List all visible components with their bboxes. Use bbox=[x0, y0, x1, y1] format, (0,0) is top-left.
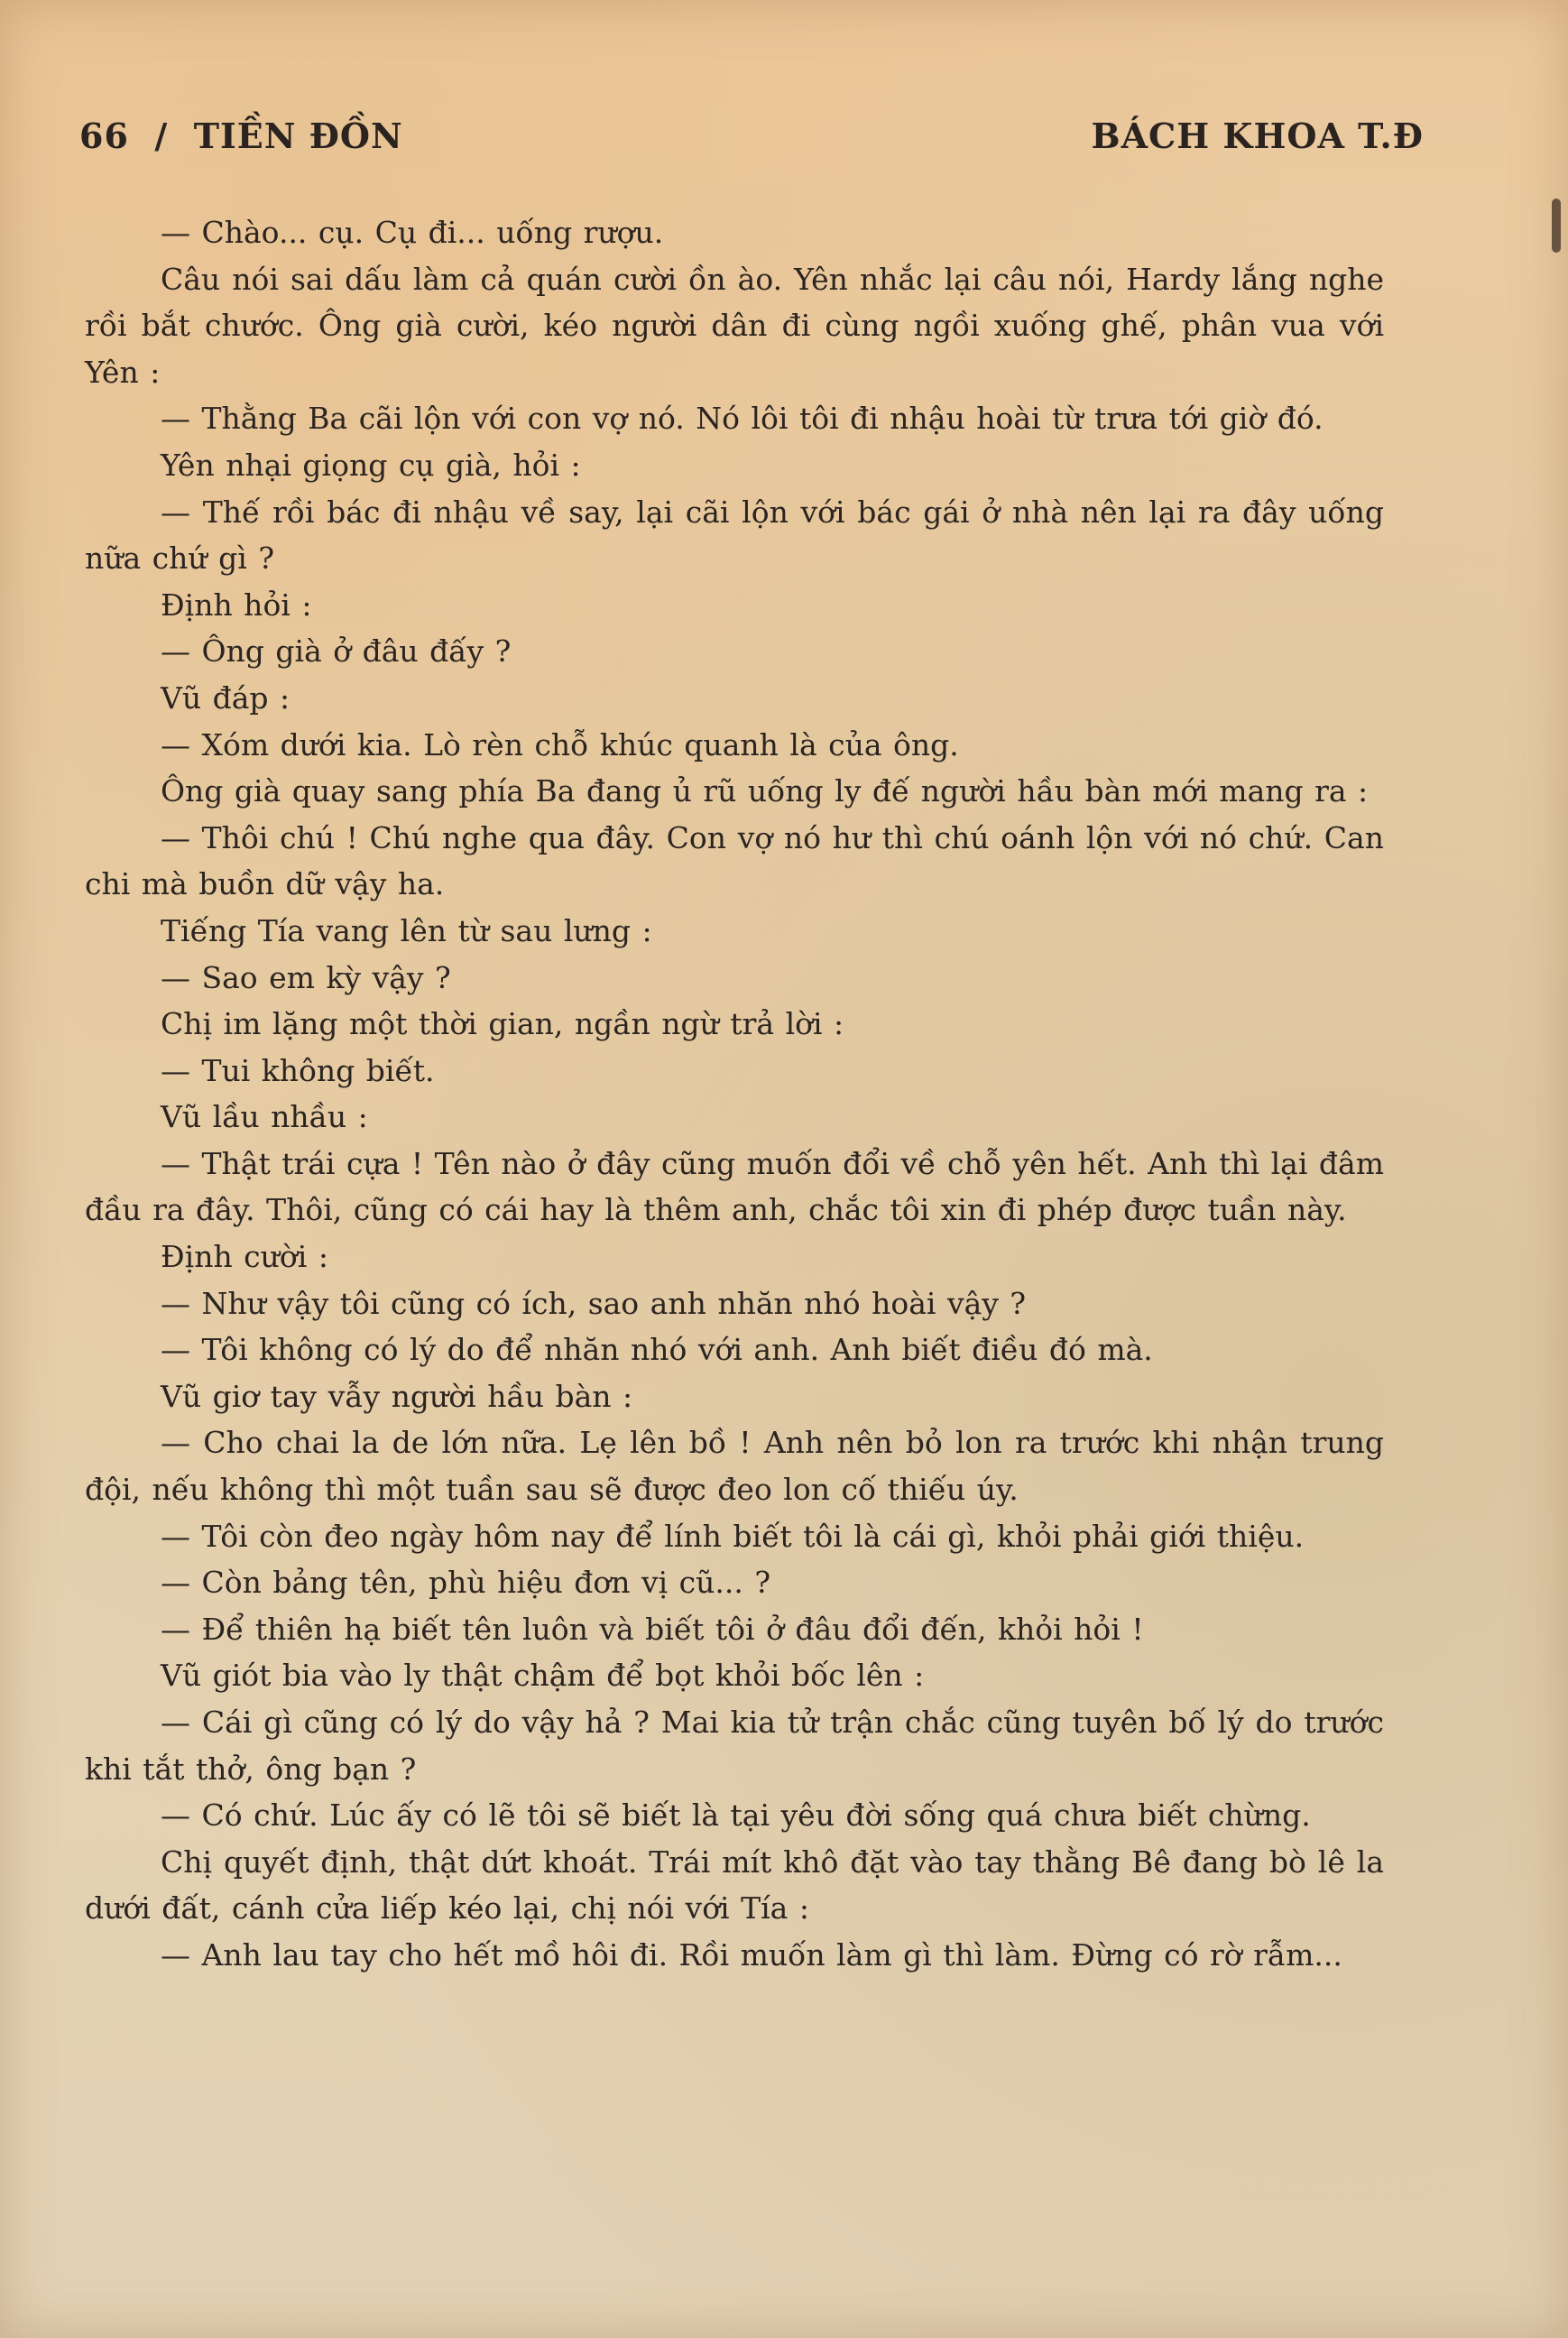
paragraph: — Anh lau tay cho hết mồ hôi đi. Rồi muốn làm gì thì làm. Đừng có rờ rẫm... bbox=[161, 1936, 1342, 1973]
paragraph: — Ông già ở đâu đấy ? bbox=[161, 633, 512, 670]
text-body bbox=[85, 209, 1384, 1979]
paragraph: — Thằng Ba cãi lộn với con vợ nó. Nó lôi tôi đi nhậu hoài từ trưa tới giờ đó. bbox=[161, 401, 1324, 437]
paragraph: — Cho chai la de lớn nữa. Lẹ lên bồ ! Anh nên bỏ lon ra trước khi nhận trung đội, nếu không thì một tuần sau sẽ được đeo lon cố thiếu úy. bbox=[85, 1425, 1384, 1508]
paragraph: — Để thiên hạ biết tên luôn và biết tôi ở đâu đổi đến, khỏi hỏi ! bbox=[161, 1611, 1144, 1647]
paragraph: — Thế rồi bác đi nhậu về say, lại cãi lộn với bác gái ở nhà nên lại ra đây uống nữa chứ gì ? bbox=[85, 494, 1384, 577]
paragraph: Vũ giót bia vào ly thật chậm để bọt khỏi bốc lên : bbox=[161, 1658, 925, 1694]
paragraph: — Cái gì cũng có lý do vậy hả ? Mai kia tử trận chắc cũng tuyên bố lý do trước khi tắt thở, ông bạn ? bbox=[85, 1705, 1384, 1787]
paragraph: — Xóm dưới kia. Lò rèn chỗ khúc quanh là của ông. bbox=[161, 726, 959, 762]
paragraph: — Tôi không có lý do để nhăn nhó với anh. Anh biết điều đó mà. bbox=[161, 1332, 1153, 1368]
header-left bbox=[79, 116, 403, 156]
page-number: 66 bbox=[79, 116, 129, 156]
paragraph: — Có chứ. Lúc ấy có lẽ tôi sẽ biết là tại yêu đời sống quá chưa biết chừng. bbox=[161, 1797, 1311, 1834]
section-title: TIỀN ĐỒN bbox=[193, 116, 403, 156]
paragraph: Định hỏi : bbox=[161, 587, 312, 623]
header-separator: / bbox=[154, 116, 169, 156]
paragraph: Chị im lặng một thời gian, ngần ngừ trả lời : bbox=[161, 1006, 844, 1042]
paragraph: — Thật trái cựa ! Tên nào ở đây cũng muốn đổi về chỗ yên hết. Anh thì lại đâm đầu ra đây. Thôi, cũng có cái hay là thêm anh, chắc tôi xin đi phép được tuần này. bbox=[85, 1145, 1384, 1228]
page-edge-mark bbox=[1552, 199, 1561, 253]
paragraph: — Tôi còn đeo ngày hôm nay để lính biết tôi là cái gì, khỏi phải giới thiệu. bbox=[161, 1518, 1305, 1554]
page-header bbox=[79, 116, 1424, 170]
paragraph: Câu nói sai dấu làm cả quán cười ồn ào. Yên nhắc lại câu nói, Hardy lắng nghe rồi bắt chước. Ông già cười, kéo người dân đi cùng ngồi xuống ghế, phân vua với Yên : bbox=[85, 261, 1384, 390]
paragraph: Yên nhại giọng cụ già, hỏi : bbox=[161, 447, 581, 483]
paragraph: — Tui không biết. bbox=[161, 1052, 435, 1088]
paragraph: — Còn bảng tên, phù hiệu đơn vị cũ... ? bbox=[161, 1565, 771, 1601]
paragraph: Định cười : bbox=[161, 1239, 328, 1275]
paragraph: Vũ giơ tay vẫy người hầu bàn : bbox=[161, 1378, 633, 1414]
paragraph: — Như vậy tôi cũng có ích, sao anh nhăn nhó hoài vậy ? bbox=[161, 1285, 1027, 1321]
paragraph: Ông già quay sang phía Ba đang ủ rũ uống ly đế người hầu bàn mới mang ra : bbox=[161, 773, 1369, 809]
paragraph: — Thôi chú ! Chú nghe qua đây. Con vợ nó hư thì chú oánh lộn với nó chứ. Can chi mà buồn dữ vậy ha. bbox=[85, 819, 1384, 902]
publication-title: BÁCH KHOA T.Đ bbox=[1091, 116, 1424, 156]
paragraph: — Sao em kỳ vậy ? bbox=[161, 959, 451, 995]
paragraph: — Chào... cụ. Cụ đi... uống rượu. bbox=[161, 215, 664, 250]
paragraph: Vũ đáp : bbox=[161, 679, 291, 716]
paragraph: Chị quyết định, thật dứt khoát. Trái mít khô đặt vào tay thằng Bê đang bò lê la dưới đất, cánh cửa liếp kéo lại, chị nói với Tía : bbox=[85, 1844, 1384, 1927]
paragraph: Vũ lầu nhầu : bbox=[161, 1099, 368, 1135]
paragraph: Tiếng Tía vang lên từ sau lưng : bbox=[161, 912, 652, 948]
